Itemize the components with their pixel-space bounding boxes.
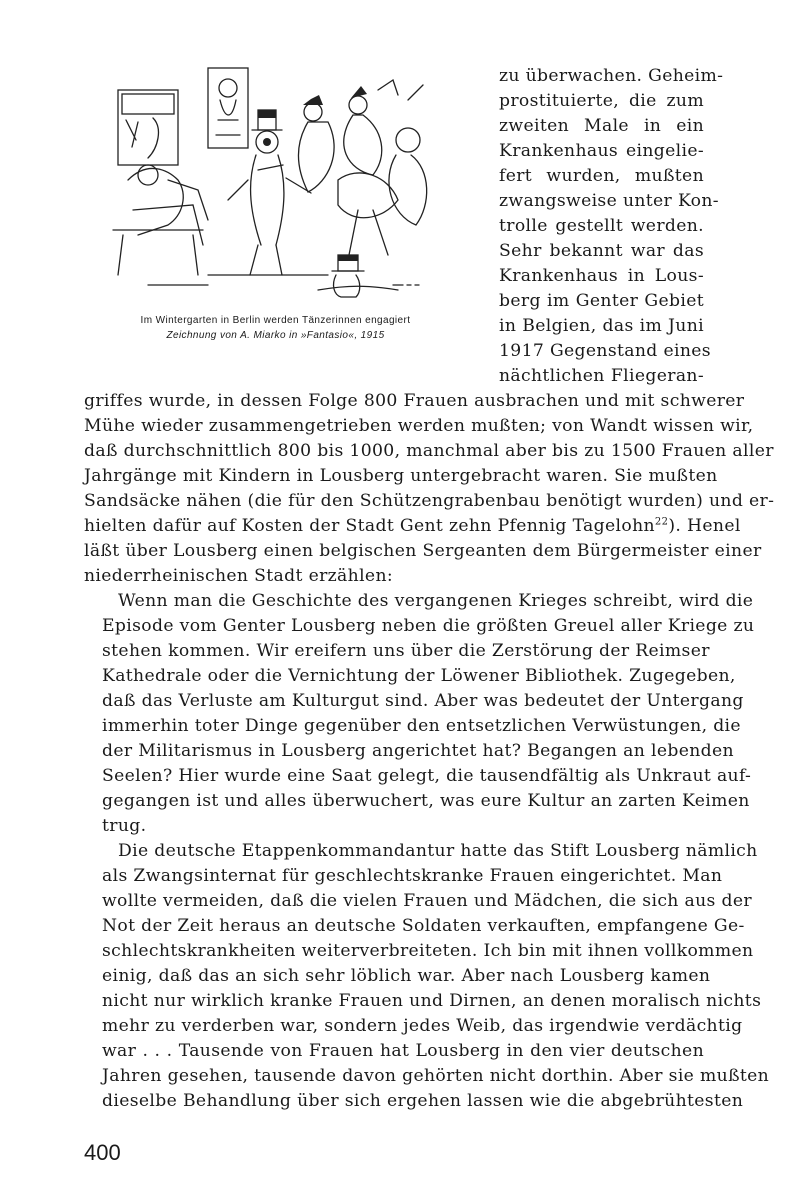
text-line: trolle gestellt werden. [499,216,704,236]
text-line: Mühe wieder zusammengetrieben werden mußten; von Wandt wissen wir, [84,416,754,436]
figure-caption [108,313,443,343]
text-line [84,516,741,536]
text-line: fert wurden, mußten [499,166,704,186]
caption-line-2: Zeichnung von A. Miarko in »Fantasio«, 1915 [166,330,385,341]
text-line: dieselbe Behandlung über sich ergehen lassen wie die abgebrühtesten [102,1091,744,1111]
illustration [108,60,443,300]
text-line: Sandsäcke nähen (die für den Schützengrabenbau benötigt wurden) und er- [84,491,775,511]
text-line: trug. [102,816,147,836]
text-line: war . . . Tausende von Frauen hat Lousberg in den vier deutschen [102,1041,704,1061]
text-line: 1917 Gegenstand eines [499,341,711,361]
text-line: Die deutsche Etappenkommandantur hatte das Stift Lousberg nämlich [118,841,758,861]
text-line: Krankenhaus in Lous- [499,266,704,286]
text-span: ). Henel [668,516,741,536]
caption-line-1: Im Wintergarten in Berlin werden Tänzerinnen engagiert [140,315,411,326]
text-line: Wenn man die Geschichte des vergangenen Krieges schreibt, wird die [118,591,754,611]
dancers-sketch [108,60,443,300]
text-line: Not der Zeit heraus an deutsche Soldaten verkauften, empfangene Ge- [102,916,745,936]
text-line: Krankenhaus eingelie- [499,141,704,161]
text-line: Seelen? Hier wurde eine Saat gelegt, die tausendfältig als Unkraut auf- [102,766,752,786]
text-line: stehen kommen. Wir ereifern uns über die Zerstörung der Reimser [102,641,710,661]
text-line: als Zwangsinternat für geschlechtskranke Frauen eingerichtet. Man [102,866,723,886]
page-number: 400 [84,1140,121,1165]
text-line: daß das Verluste am Kulturgut sind. Aber was bedeutet der Untergang [102,691,744,711]
text-line: gegangen ist und alles überwuchert, was eure Kultur an zarten Keimen [102,791,750,811]
text-line: schlechtskrankheiten weiterverbreiteten. Ich bin mit ihnen vollkommen [102,941,754,961]
text-line: Jahrgänge mit Kindern in Lousberg untergebracht waren. Sie mußten [84,466,718,486]
text-line: der Militarismus in Lousberg angerichtet hat? Begangen an lebenden [102,741,734,761]
text-line: wollte vermeiden, daß die vielen Frauen und Mädchen, die sich aus der [102,891,752,911]
text-line: prostituierte, die zum [499,91,704,111]
text-line: Kathedrale oder die Vernichtung der Löwener Bibliothek. Zugegeben, [102,666,736,686]
text-line: mehr zu verderben war, sondern jedes Weib, das irgendwie verdächtig [102,1016,743,1036]
text-line: daß durchschnittlich 800 bis 1000, manchmal aber bis zu 1500 Frauen aller [84,441,774,461]
text-line: zu überwachen. Geheim- [499,66,724,86]
text-line: zwangsweise unter Kon- [499,191,719,211]
text-span: hielten dafür auf Kosten der Stadt Gent zehn Pfennig Tagelohn [84,516,655,536]
text-line: nächtlichen Fliegeran- [499,366,704,386]
text-line: griffes wurde, in dessen Folge 800 Frauen ausbrachen und mit schwerer [84,391,745,411]
text-line: Episode vom Genter Lousberg neben die größten Greuel aller Kriege zu [102,616,755,636]
text-line: berg im Genter Gebiet [499,291,704,311]
text-line: einig, daß das an sich sehr löblich war. Aber nach Lousberg kamen [102,966,711,986]
footnote-ref[interactable]: 22 [654,516,669,528]
text-line: niederrheinischen Stadt erzählen: [84,566,394,586]
text-line: nicht nur wirklich kranke Frauen und Dirnen, an denen moralisch nichts [102,991,762,1011]
text-line: läßt über Lousberg einen belgischen Sergeanten dem Bürgermeister einer [84,541,762,561]
text-line: immerhin toter Dinge gegenüber den entsetzlichen Verwüstungen, die [102,716,741,736]
text-line: Jahren gesehen, tausende davon gehörten nicht dorthin. Aber sie mußten [102,1066,770,1086]
text-line: Sehr bekannt war das [499,241,704,261]
text-line: in Belgien, das im Juni [499,316,704,336]
text-line: zweiten Male in ein [499,116,704,136]
